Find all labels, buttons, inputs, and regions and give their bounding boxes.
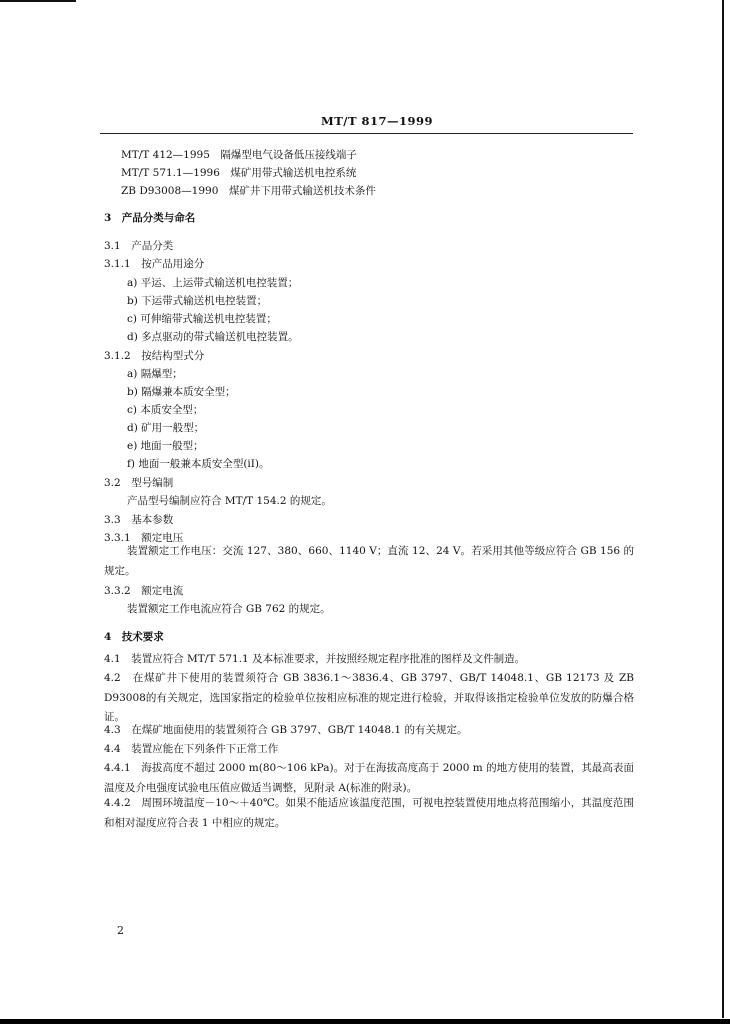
clause-heading-4-4: 4.4 装置应能在下列条件下正常工作 <box>104 743 279 755</box>
clause-text-4-1: 4.1 装置应符合 MT/T 571.1 及本标准要求，并按照经规定程序批准的图样及文件制造。 <box>104 653 526 665</box>
clause-heading-3-3: 3.3 基本参数 <box>104 514 174 526</box>
clause-text-3-2: 产品型号编制应符合 MT/T 154.2 的规定。 <box>127 495 332 507</box>
scan-edge-mark-top <box>0 0 76 2</box>
list-item-use: b) 下运带式输送机电控装置； <box>127 295 268 307</box>
clause-text-4-2: 4.2 在煤矿井下使用的装置须符合 GB 3836.1～3836.4、GB 3797、GB/T 14048.1、GB 12173 及 ZB D93008的有关规定，选国家指定的检验单位按相应标准的规定进行检验，并取得该指定检验单位发放的防爆合格证。 <box>104 672 634 724</box>
clause-text-4-4-1: 4.4.1 海拔高度不超过 2000 m(80～106 kPa)。对于在海拔高度高于 2000 m 的地方使用的装置，其最高表面温度及介电强度试验电压值应做适当调整，见附录 A(标准的附录)。 <box>104 762 634 794</box>
clause-heading-3-3-1: 3.3.1 额定电压 <box>104 532 184 544</box>
list-item-structure: a) 隔爆型； <box>127 368 183 380</box>
list-item-use: c) 可伸缩带式输送机电控装置； <box>127 313 277 325</box>
section-heading-3: 3 产品分类与命名 <box>104 212 196 224</box>
reference-item: MT/T 412—1995 隔爆型电气设备低压接线端子 <box>121 149 357 161</box>
clause-heading-3-2: 3.2 型号编制 <box>104 477 174 489</box>
list-item-use: a) 平运、上运带式输送机电控装置； <box>127 277 299 289</box>
clause-heading-3-1: 3.1 产品分类 <box>104 240 174 252</box>
list-item-structure: b) 隔爆兼本质安全型； <box>127 386 236 398</box>
scan-edge-right <box>722 0 724 1018</box>
clause-heading-3-3-2: 3.3.2 额定电流 <box>104 585 184 597</box>
clause-text-4-3: 4.3 在煤矿地面使用的装置须符合 GB 3797、GB/T 14048.1 的有关规定。 <box>104 724 468 736</box>
list-item-structure: c) 本质安全型； <box>127 404 204 416</box>
clause-heading-3-1-1: 3.1.1 按产品用途分 <box>104 258 205 270</box>
list-item-structure: f) 地面一般兼本质安全型(iⅠ)。 <box>127 458 270 470</box>
page-number: 2 <box>117 924 124 937</box>
clause-text-3-3-2: 装置额定工作电流应符合 GB 762 的规定。 <box>127 603 331 615</box>
list-item-use: d) 多点驱动的带式输送机电控装置。 <box>127 331 299 343</box>
reference-item: ZB D93008—1990 煤矿井下用带式输送机技术条件 <box>121 185 376 197</box>
list-item-structure: d) 矿用一般型； <box>127 422 205 434</box>
list-item-structure: e) 地面一般型； <box>127 440 204 452</box>
clause-heading-3-1-2: 3.1.2 按结构型式分 <box>104 350 205 362</box>
reference-item: MT/T 571.1—1996 煤矿用带式输送机电控系统 <box>121 167 357 179</box>
clause-text-3-3-1: 装置额定工作电压：交流 127、380、660、1140 V；直流 12、24 V。若采用其他等级应符合 GB 156 的规定。 <box>104 545 634 577</box>
header-rule <box>100 133 633 134</box>
scan-edge-bottom <box>0 1019 730 1024</box>
section-heading-4: 4 技术要求 <box>104 631 164 643</box>
clause-text-4-4-2: 4.4.2 周围环境温度－10～＋40℃。如果不能适应该温度范围，可视电控装置使用地点将范围缩小，其温度范围和相对湿度应符合表 1 中相应的规定。 <box>104 797 634 829</box>
standard-code-header: MT/T 817—1999 <box>321 114 434 128</box>
